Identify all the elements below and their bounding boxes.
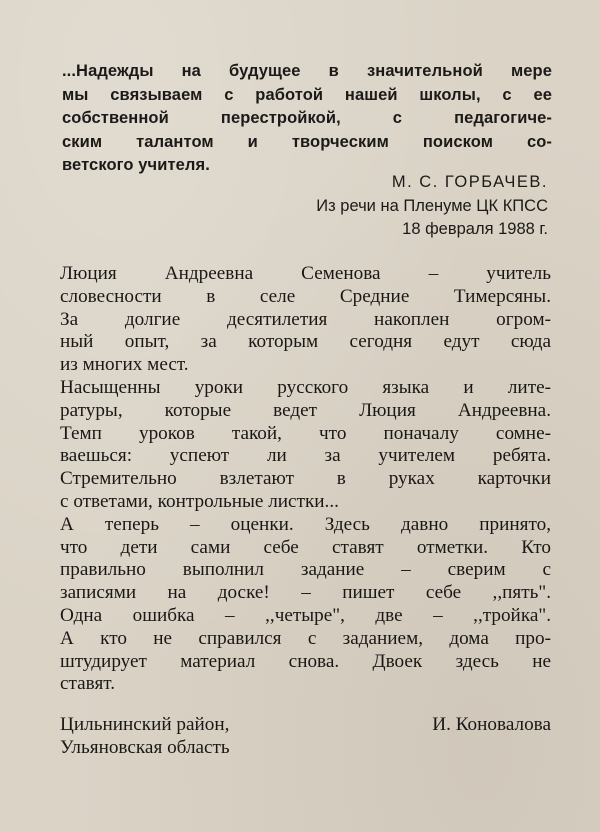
article-line: А кто не справился с заданием, дома про-	[60, 627, 551, 649]
article-line: Темп уроков такой, что поначалу сомне-	[60, 422, 551, 444]
article-line: записями на доске! – пишет себе ,,пять".	[60, 582, 551, 604]
quote-attribution	[168, 171, 548, 242]
epigraph-line: ветского учителя.	[62, 156, 210, 174]
article-line: Одна ошибка – ,,четыре", две – ,,тройка".	[60, 604, 551, 626]
article-line: словесности в селе Средние Тимерсяны.	[60, 285, 551, 307]
article-line: ратуры, которые ведет Люция Андреевна.	[60, 399, 551, 421]
article-line: штудирует материал снова. Двоек здесь не	[60, 650, 551, 672]
epigraph-line: мы связываем с работой нашей школы, с ее	[62, 85, 552, 104]
region-district: Цильнинский район,	[60, 714, 230, 735]
article-line: А теперь – оценки. Здесь давно принято,	[60, 513, 551, 535]
article-line: из многих мест.	[60, 354, 189, 376]
article-line: ный опыт, за которым сегодня едут сюда	[60, 331, 551, 353]
article-body	[60, 263, 551, 696]
quote-author: М. С. ГОРБАЧЕВ.	[391, 173, 548, 191]
epigraph-line: собственной перестройкой, с педагогиче-	[62, 109, 552, 127]
epigraph-line: ским талантом и творческим поиском со-	[62, 132, 552, 151]
article-line: что дети сами себе ставят отметки. Кто	[60, 536, 551, 558]
epigraph-line: ...Надежды на будущее в значительной мере	[62, 62, 552, 80]
article-line: За долгие десятилетия накоплен огром-	[60, 308, 551, 330]
article-line: с ответами, контрольные листки...	[60, 490, 339, 512]
article-author: И. Коновалова	[432, 714, 551, 735]
epigraph-quote	[62, 60, 552, 178]
article-line: правильно выполнил задание – сверим с	[60, 559, 551, 581]
quote-date: 18 февраля 1988 г.	[402, 220, 548, 238]
region-oblast: Ульяновская область	[60, 736, 230, 758]
article-line: Стремительно взлетают в руках карточки	[60, 468, 551, 490]
article-line: ставят.	[60, 673, 116, 695]
quote-source: Из речи на Пленуме ЦК КПСС	[316, 196, 548, 215]
region	[60, 714, 230, 760]
article-line: ваешься: успеют ли за учителем ребята.	[60, 445, 551, 467]
article-line: Люция Андреевна Семенова – учитель	[60, 263, 551, 284]
article-line: Насыщенны уроки русского языка и лите-	[60, 376, 551, 398]
